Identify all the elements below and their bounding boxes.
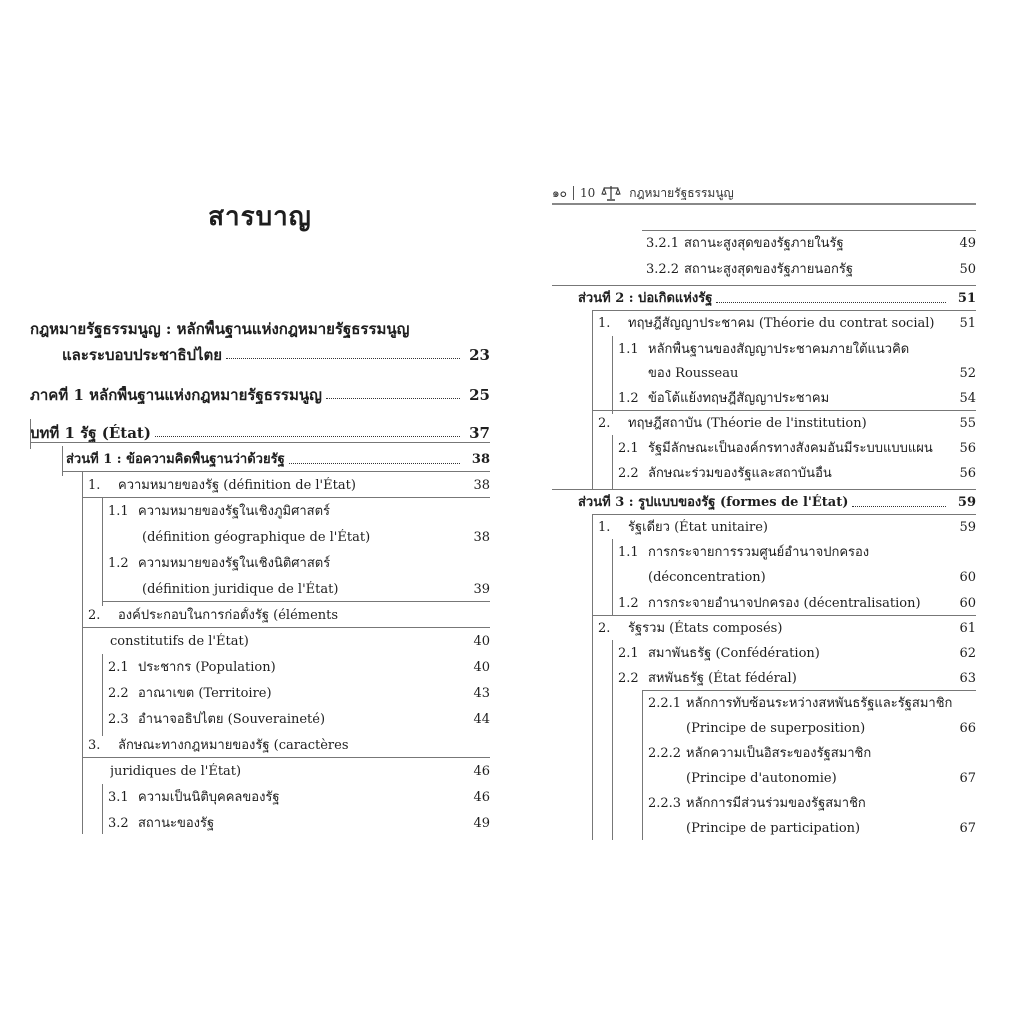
toc-entry[interactable]: [648, 695, 976, 713]
toc-entry-cont[interactable]: [686, 720, 976, 738]
separator-line: [30, 442, 490, 443]
toc-title: สารบาญ: [208, 202, 312, 232]
toc-page-number: 40: [473, 660, 490, 675]
header-divider: [573, 186, 574, 200]
toc-entry[interactable]: [618, 595, 976, 613]
toc-entry-text: สถานะของรัฐ: [138, 816, 215, 831]
toc-entry-cont[interactable]: [648, 569, 976, 587]
toc-entry-text: รัฐมีลักษณะเป็นองค์กรทางสังคมอันมีระบบแบบแผน: [648, 441, 933, 456]
toc-page-number: 23: [469, 346, 490, 364]
separator-line: [62, 471, 490, 472]
toc-entry-text: การกระจายอำนาจปกครอง (décentralisation): [648, 596, 921, 611]
toc-entry-cont[interactable]: [110, 633, 490, 651]
toc-entry-text: สหพันธรัฐ (État fédéral): [648, 671, 797, 686]
toc-page-number: 56: [959, 441, 976, 456]
toc-entry-text: ของ Rousseau: [648, 366, 739, 381]
separator-line: [82, 627, 490, 628]
toc-entry-number: 1.: [88, 478, 101, 493]
toc-entry[interactable]: [648, 795, 976, 813]
dot-leader: [289, 463, 460, 464]
dot-leader: [226, 358, 460, 359]
toc-page-number: 54: [959, 391, 976, 406]
toc-page-number: 63: [959, 671, 976, 686]
toc-entry-text: การกระจายการรวมศูนย์อำนาจปกครอง: [648, 545, 870, 560]
toc-page-number: 38: [473, 530, 490, 545]
running-header: [552, 183, 976, 203]
toc-entry[interactable]: [108, 815, 490, 833]
toc-entry[interactable]: [598, 415, 976, 433]
separator-line: [82, 757, 490, 758]
toc-entry-text: สถานะสูงสุดของรัฐภายในรัฐ: [684, 236, 844, 251]
toc-entry[interactable]: [108, 555, 490, 573]
toc-page-number: 49: [473, 816, 490, 831]
toc-entry-text: constitutifs de l'État): [110, 634, 249, 649]
toc-page-number: 60: [959, 596, 976, 611]
toc-entry-chapter-1[interactable]: [30, 424, 490, 442]
toc-page-number: 59: [959, 520, 976, 535]
guide-line: [612, 336, 613, 414]
toc-entry-number: 2.2: [618, 671, 639, 686]
running-title: กฎหมายรัฐธรรมนูญ: [629, 185, 734, 200]
toc-entry-text: (définition juridique de l'État): [142, 582, 339, 597]
toc-entry[interactable]: [598, 315, 976, 333]
toc-entry-cont[interactable]: [686, 820, 976, 838]
dot-leader: [326, 398, 460, 399]
toc-entry-number: 1.2: [618, 391, 639, 406]
toc-entry-number: 2.3: [108, 712, 129, 727]
toc-entry-number: 3.2: [108, 816, 129, 831]
guide-line: [102, 498, 103, 606]
separator-line: [592, 615, 976, 616]
toc-page-number: 37: [469, 424, 490, 442]
toc-entry-number: 2.2.1: [648, 696, 682, 711]
toc-entry-text: กฎหมายรัฐธรรมนูญ : หลักพื้นฐานแห่งกฎหมายรัฐธรรมนูญ: [30, 320, 410, 338]
toc-entry-text: ลักษณะร่วมของรัฐและสถาบันอื่น: [648, 466, 832, 481]
toc-entry-text: สถานะสูงสุดของรัฐภายนอกรัฐ: [684, 262, 854, 277]
toc-entry-number: 3.2.2: [646, 262, 680, 277]
toc-entry-cont[interactable]: [686, 770, 976, 788]
separator-line: [592, 514, 976, 515]
toc-page-number: 67: [959, 771, 976, 786]
toc-entry[interactable]: [598, 519, 976, 537]
toc-entry[interactable]: [646, 235, 976, 253]
toc-page-number: 51: [959, 316, 976, 331]
separator-line: [102, 601, 490, 602]
guide-line: [612, 435, 613, 489]
toc-entry-text: (Principe de superposition): [686, 721, 866, 736]
toc-page-number: 49: [959, 236, 976, 251]
page-number: 10: [579, 186, 596, 200]
toc-entry-text: ส่วนที่ 2 : บ่อเกิดแห่งรัฐ: [578, 291, 713, 306]
toc-entry[interactable]: [108, 685, 490, 703]
separator-line: [642, 690, 976, 691]
toc-entry-number: 2.1: [618, 646, 639, 661]
toc-page-number: 38: [471, 452, 490, 467]
toc-entry-text: บทที่ 1 รัฐ (État): [30, 424, 151, 442]
toc-page-number: 51: [957, 291, 976, 306]
toc-entry-text: ทฤษฎีสัญญาประชาคม (Théorie du contrat social): [628, 316, 935, 331]
toc-entry[interactable]: [618, 465, 976, 483]
toc-entry-text: ความหมายของรัฐ (définition de l'État): [118, 478, 356, 493]
toc-entry-text: (Principe de participation): [686, 821, 861, 836]
dot-leader: [852, 506, 946, 507]
toc-entry[interactable]: [618, 440, 976, 458]
toc-entry-text: หลักพื้นฐานของสัญญาประชาคมภายใต้แนวคิด: [648, 342, 910, 357]
toc-page-number: 59: [957, 495, 976, 510]
toc-entry-text: สมาพันธรัฐ (Confédération): [648, 646, 820, 661]
toc-entry-number: 2.2.3: [648, 796, 682, 811]
toc-entry-number: 1.2: [108, 556, 129, 571]
toc-entry-number: 3.2.1: [646, 236, 680, 251]
toc-page-number: 40: [473, 634, 490, 649]
toc-entry-text: องค์ประกอบในการก่อตั้งรัฐ (éléments: [118, 608, 339, 623]
toc-entry-text: (déconcentration): [648, 570, 766, 585]
scales-of-justice-icon: [601, 185, 621, 201]
toc-entry[interactable]: [108, 659, 490, 677]
toc-entry-text: ข้อโต้แย้งทฤษฎีสัญญาประชาคม: [648, 391, 830, 406]
toc-entry-text: (définition géographique de l'État): [142, 530, 371, 545]
toc-entry[interactable]: [108, 789, 490, 807]
separator-line: [592, 310, 976, 311]
guide-line: [642, 690, 643, 840]
toc-entry[interactable]: [108, 711, 490, 729]
toc-page-number: 43: [473, 686, 490, 701]
guide-line: [82, 472, 83, 834]
guide-line: [592, 514, 593, 840]
toc-entry-section-3[interactable]: [578, 494, 976, 512]
dot-leader: [716, 302, 946, 303]
toc-entry-part-heading[interactable]: [30, 320, 490, 338]
toc-entry-part-heading-cont[interactable]: [62, 346, 490, 364]
toc-entry-text: ความหมายของรัฐในเชิงภูมิศาสตร์: [138, 504, 331, 519]
toc-entry[interactable]: [618, 645, 976, 663]
separator-line: [552, 285, 976, 286]
toc-page-number: 62: [959, 646, 976, 661]
toc-entry-text: รัฐเดี่ยว (État unitaire): [628, 520, 768, 535]
toc-entry[interactable]: [88, 607, 490, 625]
toc-entry-number: 2.: [88, 608, 101, 623]
toc-entry-cont[interactable]: [142, 529, 490, 547]
guide-line: [102, 654, 103, 736]
toc-entry-text: ภาคที่ 1 หลักพื้นฐานแห่งกฎหมายรัฐธรรมนูญ: [30, 386, 322, 404]
toc-entry-number: 2.2.2: [648, 746, 682, 761]
separator-line: [592, 410, 976, 411]
toc-page-number: 44: [473, 712, 490, 727]
toc-entry-cont[interactable]: [110, 763, 490, 781]
toc-entry-text: อำนาจอธิปไตย (Souveraineté): [138, 712, 326, 727]
toc-entry-text: และระบอบประชาธิปไตย: [62, 346, 223, 364]
dot-leader: [155, 436, 460, 437]
toc-entry[interactable]: [618, 341, 976, 359]
toc-entry-number: 1.: [598, 520, 611, 535]
toc-entry-number: 1.1: [618, 545, 639, 560]
guide-line: [592, 310, 593, 490]
toc-entry-text: อาณาเขต (Territoire): [138, 686, 272, 701]
toc-page-number: 25: [469, 386, 490, 404]
toc-entry-number: 1.1: [108, 504, 129, 519]
toc-page-number: 46: [473, 790, 490, 805]
toc-page-number: 46: [473, 764, 490, 779]
toc-entry-number: 1.1: [618, 342, 639, 357]
toc-entry-number: 1.2: [618, 596, 639, 611]
toc-entry-number: 2.2: [108, 686, 129, 701]
toc-entry-text: รัฐรวม (États composés): [628, 621, 783, 636]
toc-entry-number: 1.: [598, 316, 611, 331]
toc-entry-text: ประชากร (Population): [138, 660, 276, 675]
toc-page-number: 67: [959, 821, 976, 836]
toc-entry-part-1[interactable]: [30, 386, 490, 404]
toc-entry[interactable]: [108, 503, 490, 521]
toc-entry-text: ส่วนที่ 1 : ข้อความคิดพื้นฐานว่าด้วยรัฐ: [66, 452, 285, 467]
toc-entry[interactable]: [646, 261, 976, 279]
toc-entry-cont[interactable]: [142, 581, 490, 599]
toc-page-number: 38: [473, 478, 490, 493]
guide-line: [30, 419, 31, 449]
separator-line: [82, 497, 490, 498]
toc-entry-number: 2.1: [108, 660, 129, 675]
separator-line: [552, 489, 976, 490]
toc-entry-text: หลักความเป็นอิสระของรัฐสมาชิก: [686, 746, 872, 761]
toc-entry-number: 2.: [598, 416, 611, 431]
toc-entry-section-2[interactable]: [578, 290, 976, 308]
separator-line: [642, 230, 976, 231]
toc-entry-cont[interactable]: [648, 365, 976, 383]
toc-page-number: 52: [959, 366, 976, 381]
toc-entry-number: 2.2: [618, 466, 639, 481]
toc-page-number: 56: [959, 466, 976, 481]
toc-entry-number: 3.1: [108, 790, 129, 805]
toc-entry[interactable]: [598, 620, 976, 638]
toc-entry[interactable]: [88, 737, 490, 755]
guide-line: [612, 640, 613, 840]
toc-entry-text: ลักษณะทางกฎหมายของรัฐ (caractères: [118, 738, 349, 753]
toc-entry-text: ส่วนที่ 3 : รูปแบบของรัฐ (formes de l'État): [578, 495, 849, 510]
toc-page-number: 61: [959, 621, 976, 636]
toc-entry-text: (Principe d'autonomie): [686, 771, 837, 786]
toc-entry[interactable]: [618, 670, 976, 688]
toc-page-number: 55: [959, 416, 976, 431]
toc-entry-text: ทฤษฎีสถาบัน (Théorie de l'institution): [628, 416, 867, 431]
toc-entry-text: หลักการมีส่วนร่วมของรัฐสมาชิก: [686, 796, 866, 811]
toc-page-number: 60: [959, 570, 976, 585]
toc-entry[interactable]: [88, 477, 490, 495]
toc-entry-section-1[interactable]: [66, 451, 490, 469]
thai-page-number: ๑๐: [552, 185, 567, 200]
toc-entry-text: หลักการทับซ้อนระหว่างสหพันธรัฐและรัฐสมาชิก: [686, 696, 953, 711]
toc-entry[interactable]: [618, 544, 976, 562]
toc-entry[interactable]: [648, 745, 976, 763]
toc-entry-text: ความหมายของรัฐในเชิงนิติศาสตร์: [138, 556, 331, 571]
toc-entry[interactable]: [618, 390, 976, 408]
toc-entry-text: ความเป็นนิติบุคคลของรัฐ: [138, 790, 280, 805]
guide-line: [612, 539, 613, 615]
toc-entry-number: 2.: [598, 621, 611, 636]
toc-page-number: 50: [959, 262, 976, 277]
toc-entry-number: 3.: [88, 738, 101, 753]
guide-line: [102, 784, 103, 834]
toc-page-number: 66: [959, 721, 976, 736]
toc-entry-text: juridiques de l'État): [110, 764, 242, 779]
header-rule: [552, 203, 976, 205]
toc-page-number: 39: [473, 582, 490, 597]
toc-entry-number: 2.1: [618, 441, 639, 456]
